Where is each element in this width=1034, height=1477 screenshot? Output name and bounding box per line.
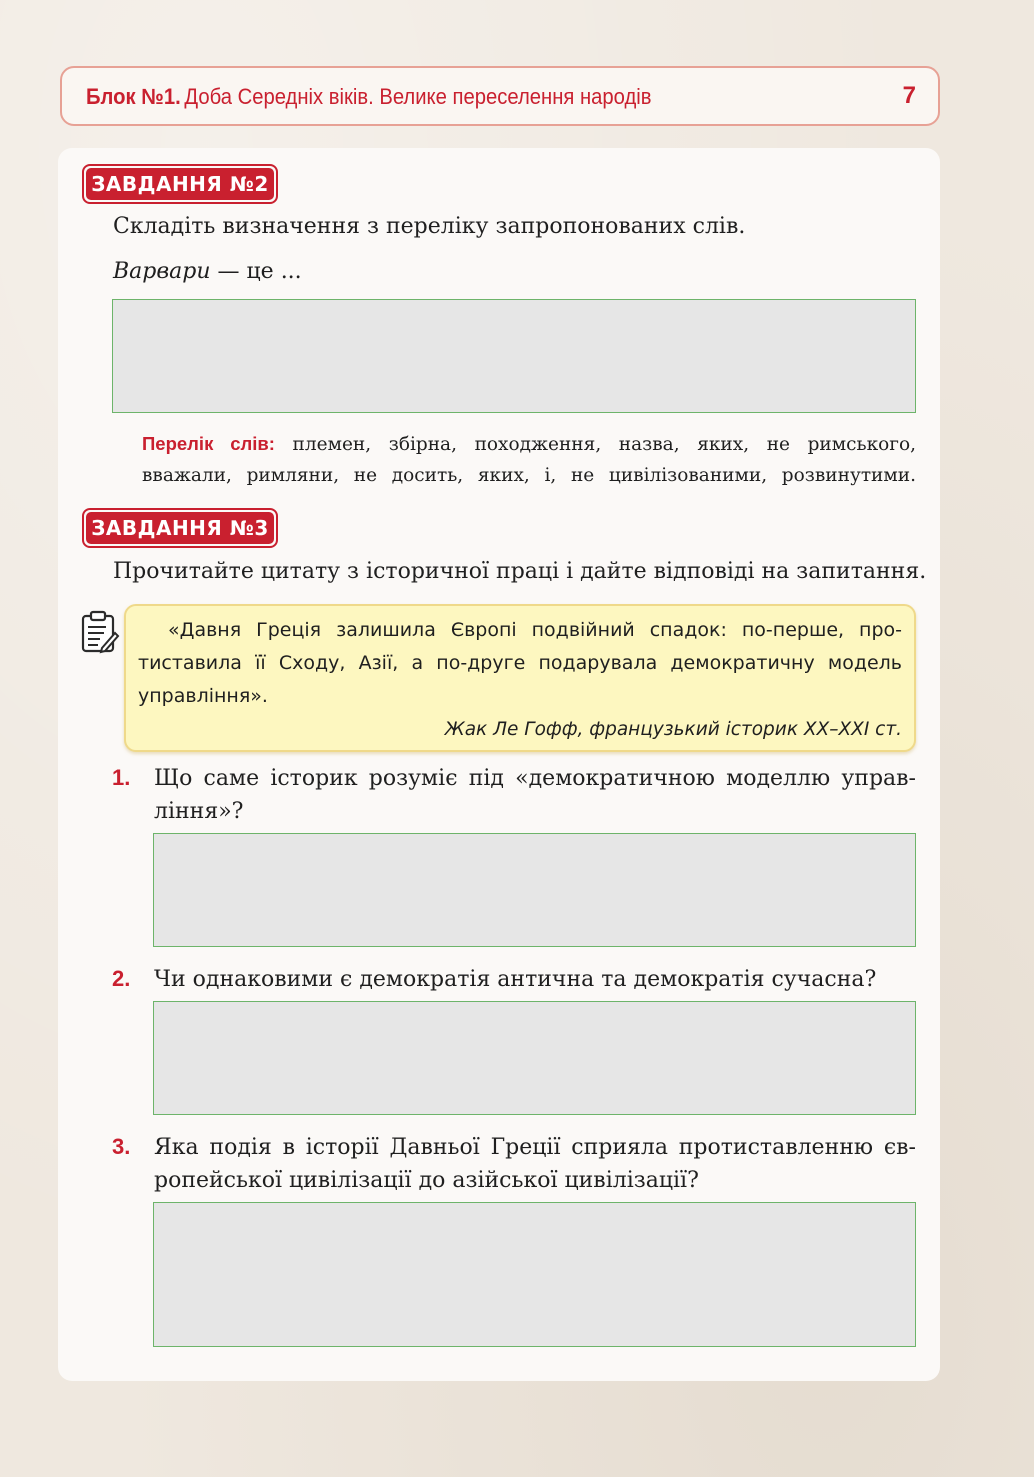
task2-term: Варвари — [113, 259, 211, 284]
question-1-answer-field[interactable] — [153, 833, 916, 947]
question-3-number: 3. — [112, 1134, 131, 1159]
header-title — [86, 84, 652, 110]
quote-box — [124, 604, 916, 752]
task2-answer-field[interactable] — [112, 299, 916, 413]
question-1-text — [154, 762, 916, 828]
task2-badge-label: ЗАВДАННЯ №2 — [86, 168, 274, 200]
wordlist-line-2: вважали, римляни, не досить, яких, і, не цивілізованими, розвинутими. — [142, 465, 916, 486]
quote-line-3: управління». — [138, 685, 268, 707]
question-3-text — [154, 1131, 916, 1197]
page-number: 7 — [902, 82, 916, 109]
quote-line-1: «Давня Греція залишила Європі подвійний спадок: по-перше, про- — [168, 619, 902, 641]
task2-term-line — [113, 255, 302, 288]
wordlist-words-1: племен, збірна, походження, назва, яких, не римського, — [292, 434, 916, 455]
task2-instruction: Складіть визначення з переліку запропонованих слів. — [113, 214, 746, 239]
quote-author: Жак Ле Гофф, французький історик XX–XXI ст. — [444, 719, 902, 740]
question-2-text — [154, 963, 916, 996]
page-header — [60, 66, 940, 126]
task2-badge — [82, 164, 278, 204]
quote-line-2: тиставила її Сходу, Азії, а по-друге подарувала демократичну модель — [138, 652, 902, 674]
question-2-answer-field[interactable] — [153, 1001, 916, 1115]
task3-instruction: Прочитайте цитату з історичної праці і дайте відповіді на запитання. — [113, 559, 927, 584]
question-1-line-1: Що саме історик розуміє під «демократичною моделлю управ- — [154, 766, 916, 791]
task3-badge-label: ЗАВДАННЯ №3 — [86, 512, 274, 544]
block-label: Блок №1. — [86, 84, 181, 109]
block-title: Доба Середніх віків. Велике переселення народів — [184, 84, 652, 109]
wordlist-label: Перелік слів: — [142, 433, 275, 454]
task3-badge — [82, 508, 278, 548]
task2-term-rest: — це ... — [210, 259, 302, 284]
question-3-line-2: ропейської цивілізації до азійської цивілізації? — [154, 1168, 699, 1193]
question-2-line-1: Чи однаковими є демократія антична та демократія сучасна? — [154, 967, 877, 992]
question-1-line-2: ління»? — [154, 799, 244, 824]
question-2-number: 2. — [112, 966, 131, 991]
wordlist-line-1 — [142, 428, 916, 460]
question-1-number: 1. — [112, 765, 131, 790]
question-3-answer-field[interactable] — [153, 1202, 916, 1347]
task2-wordlist — [142, 428, 916, 491]
question-3-line-1: Яка подія в історії Давньої Греції сприяла протиставленню єв- — [154, 1135, 916, 1160]
clipboard-document-icon — [80, 610, 120, 654]
